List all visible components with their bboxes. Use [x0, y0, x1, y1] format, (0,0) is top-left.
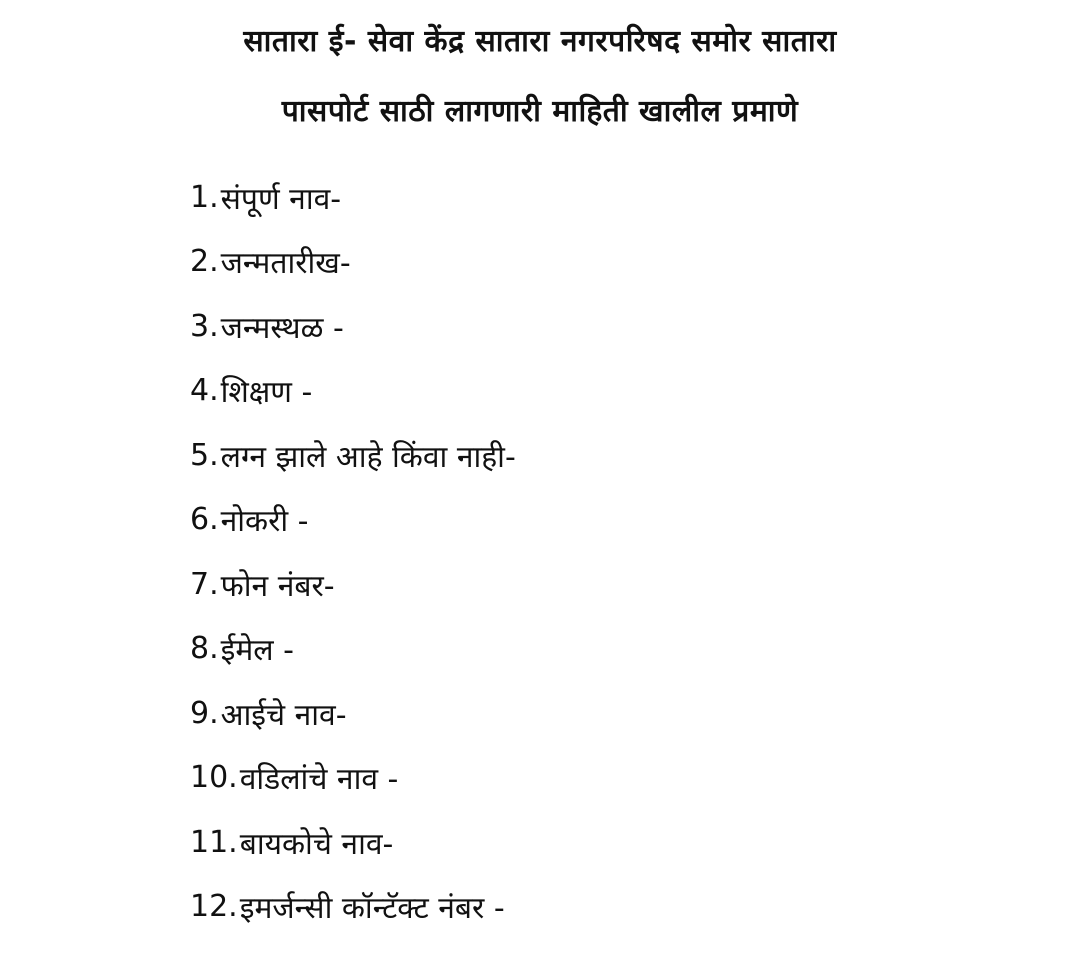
item-label: जन्मस्थळ -	[220, 310, 344, 346]
document-subtitle: पासपोर्ट साठी लागणारी माहिती खालील प्रमाणे	[281, 94, 799, 129]
list-item-father-name	[190, 746, 516, 811]
list-item-phone-number	[190, 552, 516, 617]
item-number: 11.	[190, 824, 238, 860]
item-number: 6.	[190, 502, 219, 538]
list-item-emergency-contact	[190, 875, 516, 940]
item-label: नोकरी -	[220, 504, 309, 540]
item-number: 2.	[190, 244, 219, 280]
item-label: वडिलांचे नाव -	[239, 762, 399, 798]
item-label: शिक्षण -	[220, 375, 313, 411]
item-number: 8.	[190, 631, 219, 667]
item-label: लग्न झाले आहे किंवा नाही-	[220, 439, 516, 475]
item-number: 9.	[190, 695, 219, 731]
item-number: 5.	[190, 437, 219, 473]
item-label: ईमेल -	[220, 633, 294, 669]
list-item-email	[190, 617, 516, 682]
list-item-full-name	[190, 165, 516, 230]
list-item-wife-name	[190, 810, 516, 875]
item-label: आईचे नाव-	[220, 697, 347, 733]
item-number: 4.	[190, 373, 219, 409]
item-label: इमर्जन्सी कॉन्टॅक्ट नंबर -	[239, 891, 505, 927]
item-label: फोन नंबर-	[220, 568, 335, 604]
item-number: 3.	[190, 308, 219, 344]
required-info-list	[190, 165, 516, 939]
item-label: संपूर्ण नाव-	[220, 181, 342, 217]
list-item-education	[190, 359, 516, 424]
list-item-mother-name	[190, 681, 516, 746]
item-number: 10.	[190, 760, 238, 796]
item-number: 7.	[190, 566, 219, 602]
list-item-occupation	[190, 488, 516, 553]
list-item-marital-status	[190, 423, 516, 488]
item-label: बायकोचे नाव-	[239, 826, 394, 862]
item-number: 1.	[190, 179, 219, 215]
document-title: सातारा ई- सेवा केंद्र सातारा नगरपरिषद समोर सातारा	[243, 24, 837, 59]
item-number: 12.	[190, 889, 238, 925]
item-label: जन्मतारीख-	[220, 246, 351, 282]
list-item-birth-place	[190, 294, 516, 359]
list-item-birth-date	[190, 230, 516, 295]
